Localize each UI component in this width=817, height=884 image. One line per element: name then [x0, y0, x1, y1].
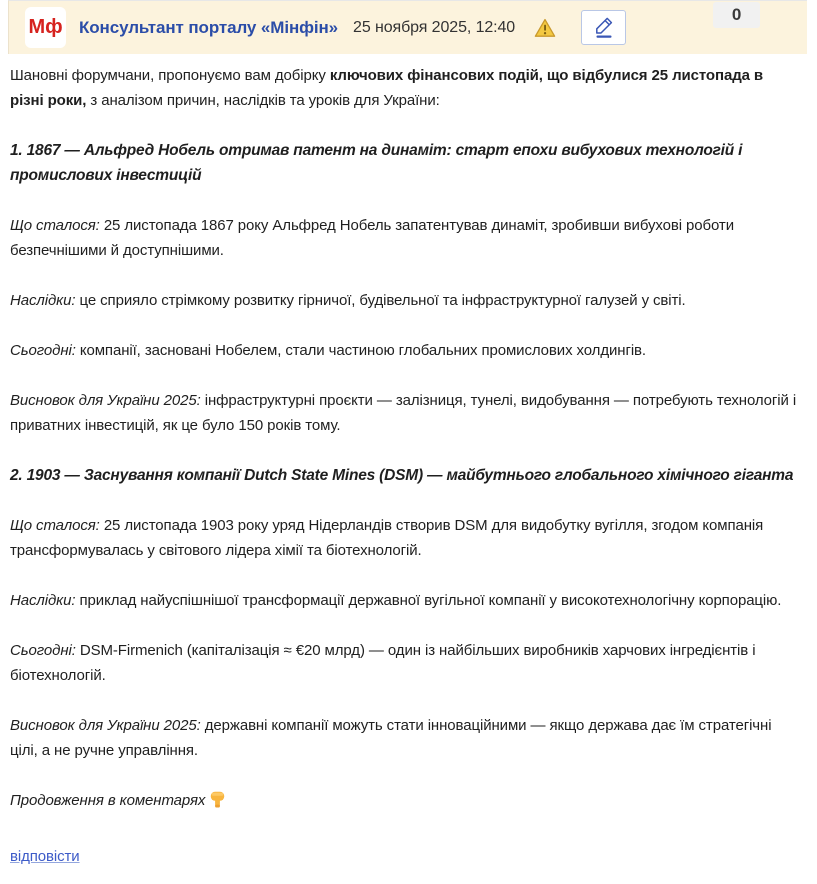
- avatar-initials: Мф: [28, 16, 63, 38]
- post-paragraph: [10, 338, 799, 363]
- post-date: 25 ноября 2025, 12:40: [353, 18, 516, 36]
- paragraph-label: Висновок для України 2025:: [10, 717, 201, 734]
- reply-link[interactable]: відповісти: [10, 848, 80, 865]
- pencil-edit-icon: [590, 15, 618, 41]
- paragraph-text: інфраструктурні проєкти — залізниця, тунелі, видобування — потребують технологій і приватних інвестицій, як це було 150 років тому.: [10, 392, 797, 434]
- rating-badge: 0: [713, 2, 760, 28]
- outro-paragraph: [10, 788, 799, 816]
- paragraph-text: державні компанії можуть стати інноваційними — якщо держава дає їм стратегічні цілі, а не ручне управління.: [10, 717, 772, 759]
- warning-triangle-icon: [534, 18, 556, 38]
- post-section: [10, 463, 799, 763]
- paragraph-label: Наслідки:: [10, 292, 76, 309]
- paragraph-label: Наслідки:: [10, 592, 76, 609]
- paragraph-text: DSM-Firmenich (капіталізація ≈ €20 млрд) — один із найбільших виробників харчових інгредієнтів і біотехнологій.: [10, 642, 756, 684]
- username-link[interactable]: Консультант порталу «Мінфін»: [79, 17, 339, 37]
- intro-bold: ключових фінансових подій, що відбулися 25 листопада в різні роки,: [10, 67, 764, 109]
- paragraph-text: приклад найуспішнішої трансформації державної вугільної компанії у високотехнологічну корпорацію.: [75, 592, 782, 609]
- intro-paragraph: [10, 63, 799, 113]
- intro-post: з аналізом причин, наслідків та уроків для України:: [86, 92, 440, 109]
- post-paragraph: [10, 213, 799, 263]
- sections-container: [10, 138, 799, 763]
- intro-pre: Шановні форумчани, пропонуємо вам добірку: [10, 67, 330, 84]
- paragraph-text: 25 листопада 1903 року уряд Нідерландів створив DSM для видобутку вугілля, згодом компанія трансформувалась у світового лідера хімії та біотехнологій.: [10, 517, 764, 559]
- paragraph-label: Висновок для України 2025:: [10, 392, 201, 409]
- post-header: [8, 0, 807, 54]
- post-paragraph: [10, 588, 799, 613]
- post-paragraph: [10, 638, 799, 688]
- paragraph-label: Сьогодні:: [10, 342, 76, 359]
- post-paragraph: [10, 288, 799, 313]
- post-section: [10, 138, 799, 438]
- post-paragraph: [10, 513, 799, 563]
- avatar[interactable]: [25, 7, 66, 48]
- paragraph-label: Що сталося:: [10, 217, 100, 234]
- post-paragraph: [10, 388, 799, 438]
- pointing-down-hand-icon: [210, 791, 225, 816]
- paragraph-label: Сьогодні:: [10, 642, 76, 659]
- paragraph-text: компанії, засновані Нобелем, стали частиною глобальних промислових холдингів.: [75, 342, 646, 359]
- section-heading: 1. 1867 — Альфред Нобель отримав патент на динаміт: старт епохи вибухових технологій і промислових інвестицій: [10, 142, 743, 184]
- section-items: [10, 213, 799, 438]
- section-items: [10, 513, 799, 763]
- paragraph-text: це сприяло стрімкому розвитку гірничої, будівельної та інфраструктурної галузей у світі.: [75, 292, 686, 309]
- post-paragraph: [10, 713, 799, 763]
- edit-button[interactable]: [581, 10, 626, 45]
- outro-text: Продовження в коментарях: [10, 792, 206, 809]
- section-heading: 2. 1903 — Заснування компанії Dutch State Mines (DSM) — майбутнього глобального хімічного гіганта: [10, 467, 794, 484]
- warning-icon[interactable]: [534, 18, 556, 38]
- paragraph-label: Що сталося:: [10, 517, 100, 534]
- paragraph-text: 25 листопада 1867 року Альфред Нобель запатентував динаміт, зробивши вибухові роботи безпечнішими й доступнішими.: [10, 217, 734, 259]
- post-body: [0, 63, 817, 884]
